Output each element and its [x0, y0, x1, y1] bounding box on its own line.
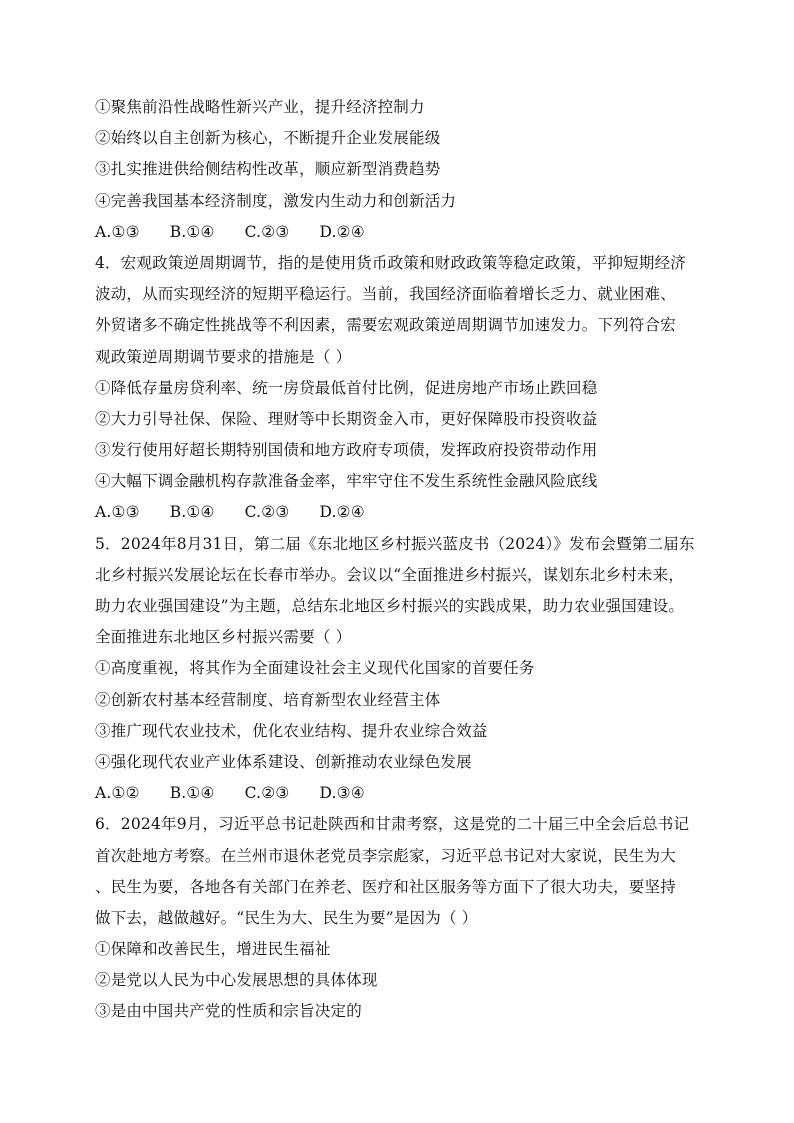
q3-option-c: C.②③ — [244, 222, 290, 241]
q4-item-4: ④大幅下调金融机构存款准备金率，牢牢守住不发生系统性金融风险底线 — [95, 472, 598, 491]
q3-item-2: ②始终以自主创新为核心，不断提升企业发展能级 — [95, 129, 441, 148]
question-5 — [95, 529, 705, 810]
q3-item-4: ④完善我国基本经济制度，激发内生动力和创新活力 — [95, 191, 457, 210]
q3-option-b: B.①④ — [169, 222, 215, 241]
q5-stem-line-3: 助力农业强国建设”为主题，总结东北地区乡村振兴的实践成果，助力农业强国建设。 — [95, 597, 685, 615]
q3-options — [95, 217, 705, 248]
exam-page — [95, 92, 705, 1028]
q4-item-3: ③发行使用好超长期特别国债和地方政府专项债，发挥政府投资带动作用 — [95, 441, 598, 460]
q6-item-2: ②是党以人民为中心发展思想的具体体现 — [95, 971, 378, 990]
q3-item-3: ③扎实推进供给侧结构性改革，顺应新型消费趋势 — [95, 160, 441, 179]
q3-item-1: ①聚焦前沿性战略性新兴产业，提升经济控制力 — [95, 98, 425, 116]
q6-item-1: ①保障和改善民生，增进民生福祉 — [95, 940, 331, 959]
q4-item-1: ①降低存量房贷利率、统一房贷最低首付比例，促进房地产市场止跌回稳 — [95, 378, 598, 397]
q5-option-a: A.①② — [95, 784, 140, 803]
question-3-items — [95, 92, 705, 217]
q5-option-c: C.②③ — [244, 784, 290, 803]
q5-stem-line-1: 5．2024年8月31日，第二届《东北地区乡村振兴蓝皮书（2024）》发布会暨第二届东 — [95, 534, 695, 553]
q4-option-a: A.①③ — [95, 503, 140, 522]
q3-option-d: D.②④ — [319, 222, 365, 241]
q6-stem-line-1: 6．2024年9月，习近平总书记赴陕西和甘肃考察，这是党的二十届三中全会后总书记 — [95, 815, 690, 834]
q4-option-b: B.①④ — [169, 503, 215, 522]
q5-option-b: B.①④ — [169, 784, 215, 803]
q4-options — [95, 497, 705, 528]
q5-option-d: D.③④ — [319, 784, 365, 803]
q4-stem-line-1: 4．宏观政策逆周期调节，指的是使用货币政策和财政政策等稳定政策，平抑短期经济 — [95, 253, 686, 272]
q4-option-c: C.②③ — [244, 503, 290, 522]
q4-stem-line-3: 外贸诸多不确定性挑战等不利因素，需要宏观政策逆周期调节加速发力。下列符合宏 — [95, 316, 676, 335]
q6-stem-line-3: 、民生为要，各地各有关部门在养老、医疗和社区服务等方面下了很大功夫，要坚持 — [95, 877, 676, 896]
q4-stem-line-2: 波动，从而实现经济的短期平稳运行。当前，我国经济面临着增长乏力、就业困难、 — [95, 285, 676, 304]
question-6 — [95, 809, 705, 1027]
q6-stem-line-4: 做下去，越做越好。“民生为大、民生为要”是因为（ ） — [95, 908, 478, 927]
q5-item-1: ①高度重视，将其作为全面建设社会主义现代化国家的首要任务 — [95, 659, 535, 678]
q5-item-4: ④强化现代农业产业体系建设、创新推动农业绿色发展 — [95, 752, 472, 771]
question-4 — [95, 248, 705, 529]
q5-stem-line-4: 全面推进东北地区乡村振兴需要（ ） — [95, 628, 352, 647]
q4-item-2: ②大力引导社保、保险、理财等中长期资金入市，更好保障股市投资收益 — [95, 409, 598, 428]
q5-item-2: ②创新农村基本经营制度、培育新型农业经营主体 — [95, 690, 441, 709]
q5-item-3: ③推广现代农业技术，优化农业结构、提升农业综合效益 — [95, 721, 488, 740]
q6-stem-line-2: 首次赴地方考察。在兰州市退休老党员李宗彪家，习近平总书记对大家说，民生为大 — [95, 846, 676, 865]
q5-stem-line-2: 北乡村振兴发展论坛在长春市举办。会议以“全面推进乡村振兴，谋划东北乡村未来， — [95, 565, 685, 584]
q6-item-3: ③是由中国共产党的性质和宗旨决定的 — [95, 1002, 362, 1021]
q3-option-a: A.①③ — [95, 222, 140, 241]
q5-options — [95, 778, 705, 809]
q4-option-d: D.②④ — [319, 503, 365, 522]
q4-stem-line-4: 观政策逆周期调节要求的措施是（ ） — [95, 347, 352, 366]
